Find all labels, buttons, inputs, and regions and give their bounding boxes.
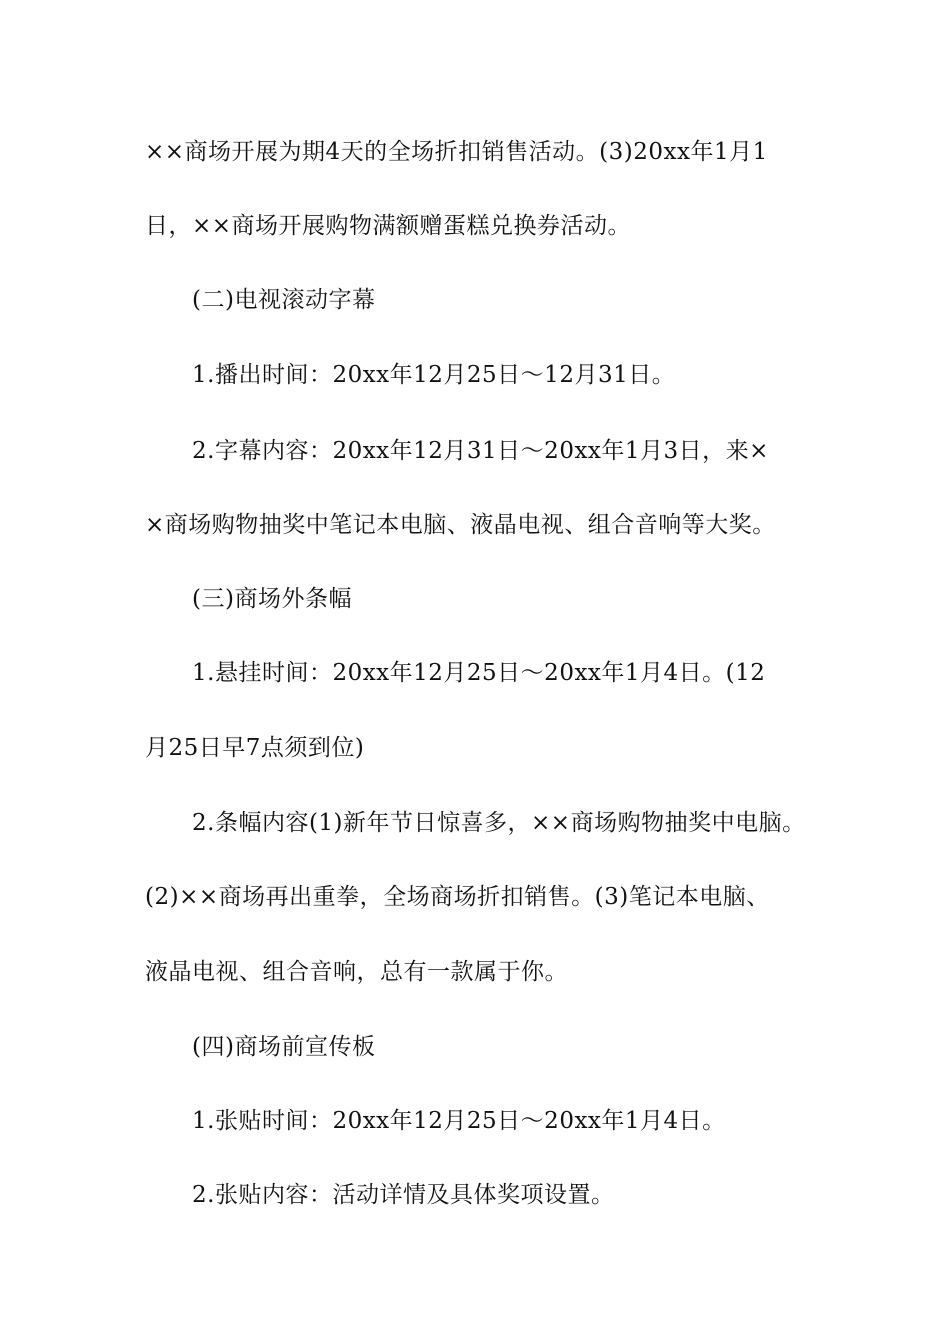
text-line-5: 2.字幕内容：20xx年12月31日～20xx年1月3日，来× xyxy=(192,438,769,464)
text-line-15: 2.张贴内容：活动详情及具体奖项设置。 xyxy=(192,1182,615,1208)
section-heading-2: (二)电视滚动字幕 xyxy=(192,287,376,313)
text-line-12: 液晶电视、组合音响，总有一款属于你。 xyxy=(145,959,568,985)
text-line-10: 2.条幅内容(1)新年节日惊喜多，××商场购物抽奖中电脑。 xyxy=(192,810,806,836)
text-line-2: 日，××商场开展购物满额赠蛋糕兑换券活动。 xyxy=(145,213,632,239)
section-heading-4: (四)商场前宣传板 xyxy=(192,1034,376,1060)
text-line-4: 1.播出时间：20xx年12月25日～12月31日。 xyxy=(192,362,676,388)
section-heading-3: (三)商场外条幅 xyxy=(192,586,352,612)
text-line-9: 月25日早7点须到位) xyxy=(145,735,365,761)
text-line-11: (2)××商场再出重拳，全场商场折扣销售。(3)笔记本电脑、 xyxy=(145,884,770,910)
text-line-1: ××商场开展为期4天的全场折扣销售活动。(3)20xx年1月1 xyxy=(145,139,768,165)
text-line-6: ×商场购物抽奖中笔记本电脑、液晶电视、组合音响等大奖。 xyxy=(145,512,776,538)
text-line-8: 1.悬挂时间：20xx年12月25日～20xx年1月4日。(12 xyxy=(192,660,766,686)
text-line-14: 1.张贴时间：20xx年12月25日～20xx年1月4日。 xyxy=(192,1108,726,1134)
